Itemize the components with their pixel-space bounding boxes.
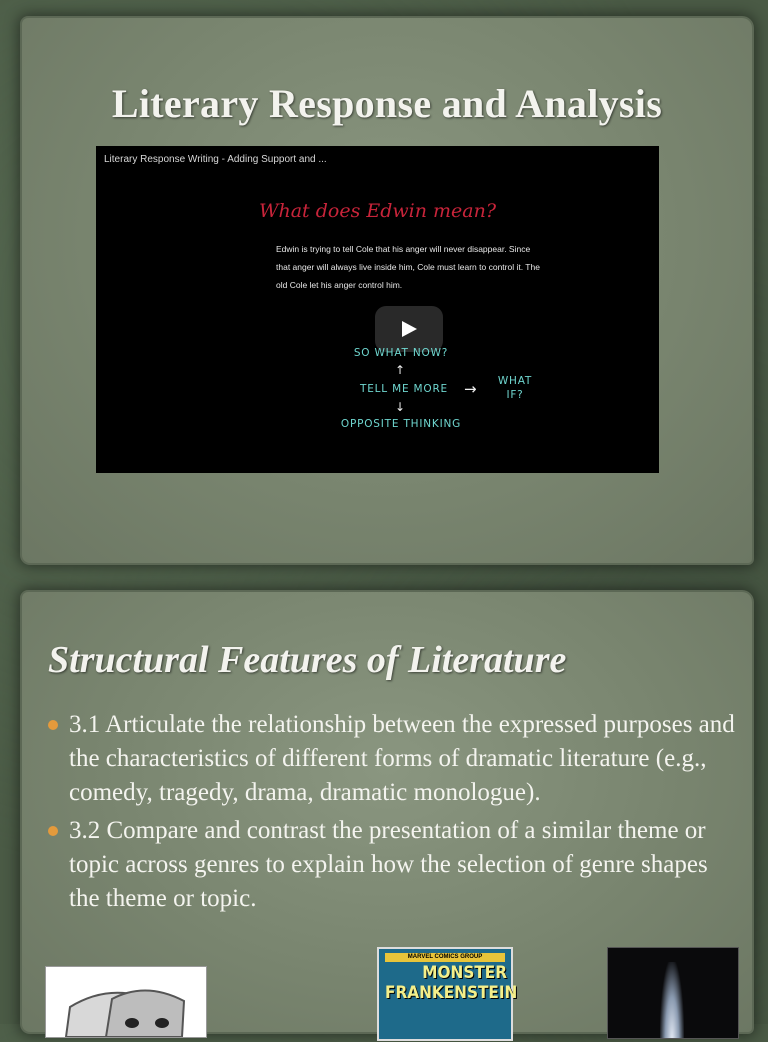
what-if-label-line1: WHAT bbox=[497, 375, 533, 387]
bullet-text: 3.2 Compare and contrast the presentation of a similar theme or topic across genres to explain how the selection of genre shapes the theme or topic. bbox=[69, 817, 708, 912]
comic-word-monster: MONSTER bbox=[422, 963, 507, 983]
theater-masks-image bbox=[45, 966, 207, 1038]
video-heading: What does Edwin mean? bbox=[258, 200, 497, 222]
slide-title: Structural Features of Literature bbox=[48, 639, 567, 681]
monster-frankenstein-comic-image bbox=[377, 947, 518, 1041]
comic-word-frankenstein: FRANKENSTEIN bbox=[385, 983, 518, 1003]
arrow-down-icon: ↓ bbox=[395, 400, 406, 414]
slide-structural-features bbox=[22, 592, 752, 1032]
theater-masks-icon bbox=[46, 967, 206, 1037]
bullet-item bbox=[48, 708, 738, 810]
slide-literary-response bbox=[22, 18, 752, 563]
play-button[interactable] bbox=[375, 306, 443, 352]
so-what-now-label: SO WHAT NOW? bbox=[353, 347, 449, 359]
bullet-dot-icon bbox=[48, 826, 58, 836]
bullet-item bbox=[48, 814, 738, 916]
video-title[interactable]: Literary Response Writing - Adding Support and ... bbox=[104, 154, 327, 165]
play-icon bbox=[402, 321, 417, 337]
video-body-text: Edwin is trying to tell Cole that his anger will never disappear. Since that anger will always live inside him, Cole must learn to control it. The old Cole let his anger control him. bbox=[276, 244, 540, 290]
video-player[interactable] bbox=[96, 146, 659, 473]
arrow-right-icon: → bbox=[464, 380, 477, 398]
bullet-text: 3.1 Articulate the relationship between the expressed purposes and the characteristics of different forms of dramatic literature (e.g., comedy, tragedy, drama, dramatic monologue). bbox=[69, 711, 735, 806]
bullet-dot-icon bbox=[48, 720, 58, 730]
bullet-list bbox=[48, 708, 738, 920]
light-beam-icon bbox=[660, 962, 684, 1039]
opposite-thinking-label: OPPOSITE THINKING bbox=[340, 418, 462, 430]
comic-publisher: MARVEL COMICS GROUP bbox=[385, 953, 505, 962]
tell-me-more-label: TELL ME MORE bbox=[360, 383, 448, 395]
book-cover-image bbox=[607, 947, 739, 1039]
what-if-label-line2: IF? bbox=[506, 389, 524, 401]
slide-title: Literary Response and Analysis bbox=[111, 81, 663, 126]
arrow-up-icon: ↑ bbox=[395, 363, 406, 377]
